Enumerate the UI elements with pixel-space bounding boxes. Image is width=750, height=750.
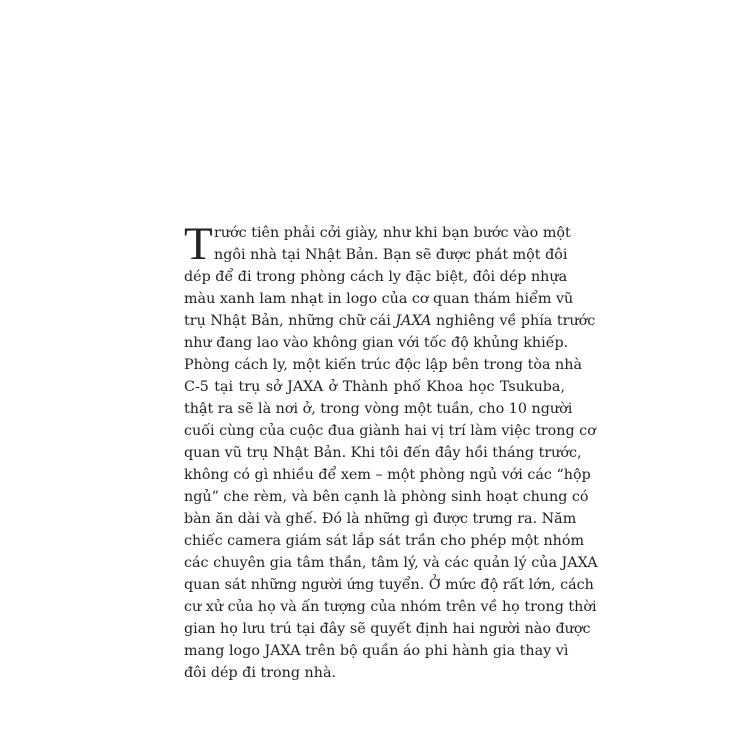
text-line: như đang lao vào không gian với tốc độ khủng khiếp. [184, 335, 569, 351]
text-line: mang logo JAXA trên bộ quần áo phi hành gia thay vì [184, 643, 569, 659]
drop-cap: T [184, 218, 213, 270]
text-line [184, 310, 596, 332]
text-line-part: trụ Nhật Bản, những chữ cái JAXA nghiêng về phía trước [184, 313, 596, 329]
text-line: không có gì nhiều để xem – một phòng ngủ với các “hộp [184, 467, 591, 483]
text-line: đôi dép đi trong nhà. [184, 665, 337, 681]
text-line: quan vũ trụ Nhật Bản. Khi tôi đến đây hồi tháng trước, [184, 445, 582, 461]
text-line: chiếc camera giám sát lắp sát trần cho phép một nhóm [184, 533, 585, 549]
text-line: màu xanh lam nhạt in logo của cơ quan thám hiểm vũ [184, 291, 574, 307]
text-line: cuối cùng của cuộc đua giành hai vị trí làm việc trong cơ [184, 423, 596, 439]
text-line: ngôi nhà tại Nhật Bản. Bạn sẽ được phát một đôi [214, 247, 568, 263]
text-line: ngủ” che rèm, và bên cạnh là phòng sinh hoạt chung có [184, 489, 589, 505]
text-line: thật ra sẽ là nơi ở, trong vòng một tuần, cho 10 người [184, 401, 573, 417]
text-line: dép để đi trong phòng cách ly đặc biệt, đôi dép nhựa [184, 269, 568, 285]
text-line: C-5 tại trụ sở JAXA ở Thành phố Khoa học Tsukuba, [184, 379, 565, 395]
text-line: gian họ lưu trú tại đây sẽ quyết định hai người nào được [184, 621, 591, 637]
body-paragraph [184, 218, 598, 684]
text-line: cư xử của họ và ấn tượng của nhóm trên về họ trong thời [184, 599, 597, 615]
text-line: bàn ăn dài và ghế. Đó là những gì được trưng ra. Năm [184, 511, 577, 527]
text-line: quan sát những người ứng tuyển. Ở mức độ rất lớn, cách [184, 577, 594, 593]
text-line: rước tiên phải cởi giày, như khi bạn bước vào một [214, 225, 571, 241]
text-line: Phòng cách ly, một kiến trúc độc lập bên trong tòa nhà [184, 357, 582, 373]
text-line: các chuyên gia tâm thần, tâm lý, và các quản lý của JAXA [184, 555, 598, 571]
